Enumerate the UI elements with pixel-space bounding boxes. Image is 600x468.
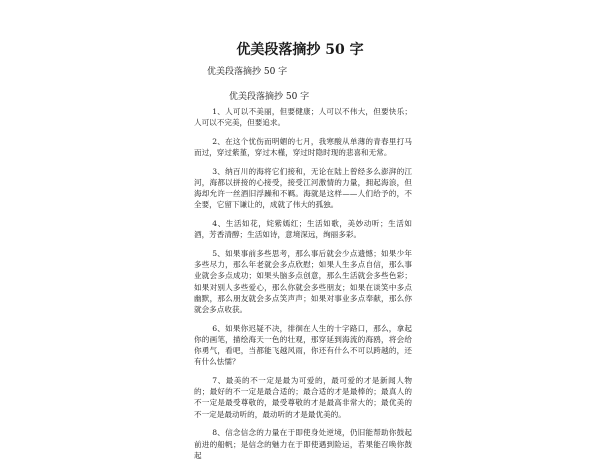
document-subtitle: 优美段落摘抄 50 字 xyxy=(207,67,288,77)
paragraph-5: 5、如果事前多些思考，那么事后就会少点遗憾；如果少年多些尽力，那么年老就会多点欣慰；如果人生多点自信，那么事业就会多点成功；如果头脑多点创意，那么生活就会多些色彩；如果对别人多些爱心，那么你就会多些朋友；如果在谈笑中多点幽默，那么朋友就会多点笑声声；如果对事业多点奉献，那么你就会多点收获。 xyxy=(194,249,412,315)
section-heading: 优美段落摘抄 50 字 xyxy=(229,92,310,102)
paragraph-7: 7、最美的不一定是最为可爱的，最可爱的才是新闻人物的；最好的不一定是最合适的；最合适的才是最棒的；最真人的不一定是最受尊敬的，最受尊敬的才是最高非常大的；最优美的不一定是最动听的，最动听的才是最优美的。 xyxy=(194,376,412,419)
document-title: 优美段落摘抄 50 字 xyxy=(236,42,364,58)
paragraph-6: 6、如果你迟疑不决，徘徊在人生的十字路口，那么，拿起你的画笔，描绘海天一色的壮观，那穿延到海流的海鸥，将会给你勇气，看吧，当都能飞越风雨，你还有什么不可以跨越的，还有什么怯懦？ xyxy=(194,323,412,367)
paragraph-1: 1、人可以不美丽，但要健康；人可以不伟大，但要快乐；人可以不完美，但要追求。 xyxy=(194,107,412,128)
paragraph-2: 2、在这个忧伤而明媚的七月，我寒酸从单薄的青春里打马而过，穿过紫堇，穿过木槿，穿过时隐时现的悲喜和无常。 xyxy=(194,136,412,158)
paragraph-4: 4、生活如花，姹紫嫣红；生活如歌，美妙动听；生活如酒，芳香清醇；生活如诗，意境深远，绚丽多彩。 xyxy=(194,219,412,240)
document-body xyxy=(194,106,412,468)
paragraph-3: 3、纳百川的海将它们接和，无论在陆上曾经多么澎湃的江河，海都以拼接的心接受，接受江河激情的力量，拥起海浪，但海却允许一丝酒旧浮躁和不羁。海就是这样——人们给予的，不全要，它留下谦让的，成就了伟大的孤独。 xyxy=(194,166,412,210)
paragraph-8: 8、信念信念的力量在于即使身处逆境，仍旧能帮助你鼓起前进的船帆；是信念的魅力在于即使遇到险运，若果能召唤你鼓起 xyxy=(194,428,412,460)
